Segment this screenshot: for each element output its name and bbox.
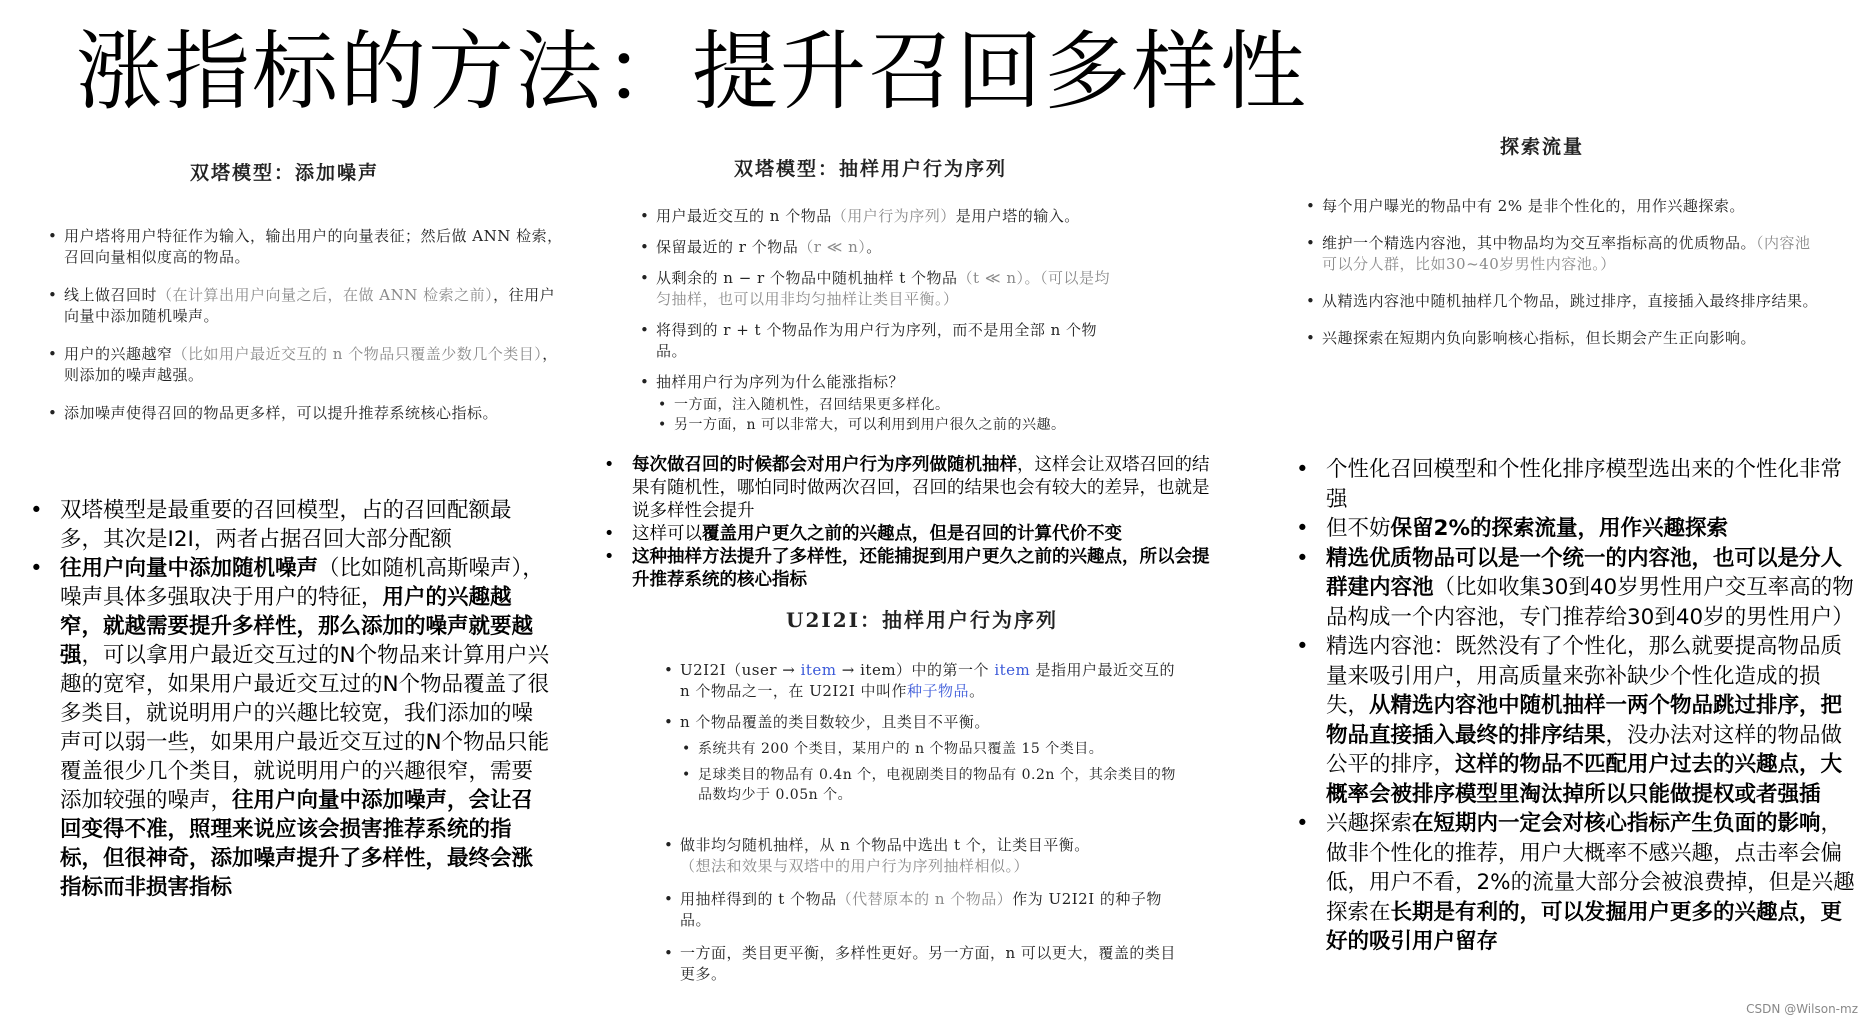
- list-item: • 这样可以覆盖用户更久之前的兴趣点，但是召回的计算代价不变: [604, 523, 1224, 546]
- list-item: • 用抽样得到的 t 个物品（代替原本的 n 个物品）作为 U2I2I 的种子物品。: [664, 889, 1184, 931]
- list-item: • 系统共有 200 个类目，某用户的 n 个物品只覆盖 15 个类目。: [664, 739, 1184, 759]
- list-item: • 每个用户曝光的物品中有 2% 是非个性化的，用作兴趣探索。: [1306, 196, 1826, 217]
- notes-middle: [604, 454, 1224, 592]
- list-item: • 足球类目的物品有 0.4n 个，电视剧类目的物品有 0.2n 个，其余类目的物品数均少于 0.05n 个。: [664, 765, 1184, 805]
- slide-add-noise: [40, 150, 600, 450]
- page-title: 涨指标的方法：提升召回多样性: [76, 22, 1308, 122]
- list-item: • 用户最近交互的 n 个物品（用户行为序列）是用户塔的输入。: [640, 206, 1110, 227]
- list-item: • 精选内容池：既然没有了个性化，那么就要提高物品质量来吸引用户，用高质量来弥补缺少个性化造成的损失，从精选内容池中随机抽样一两个物品跳过排序，把物品直接插入最终的排序结果，没办法对这样的物品做公平的排序，这样的物品不匹配用户过去的兴趣点，大概率会被排序模型里淘汰掉所以只能做提权或者强插: [1296, 632, 1862, 809]
- list-item: • 但不妨保留2%的探索流量，用作兴趣探索: [1296, 514, 1862, 544]
- list-item: • 一方面，注入随机性，召回结果更多样化。: [640, 395, 1110, 415]
- list-item: • 添加噪声使得召回的物品更多样，可以提升推荐系统核心指标。: [48, 403, 568, 424]
- slide-sample-sequence: [638, 150, 1128, 440]
- list-item: • n 个物品覆盖的类目数较少，且类目不平衡。: [664, 712, 1184, 733]
- list-item: • 精选优质物品可以是一个统一的内容池，也可以是分人群建内容池（比如收集30到40岁男性用户交互率高的物品构成一个内容池，专门推荐给30到40岁的男性用户）: [1296, 544, 1862, 633]
- slide-heading: 双塔模型：添加噪声: [190, 162, 380, 184]
- list-item: • 线上做召回时（在计算出用户向量之后，在做 ANN 检索之前），往用户向量中添加随机噪声。: [48, 285, 568, 327]
- list-item: • 抽样用户行为序列为什么能涨指标？: [640, 372, 1110, 393]
- slide-heading: 探索流量: [1500, 136, 1585, 158]
- list-item: • 兴趣探索在短期内负向影响核心指标，但长期会产生正向影响。: [1306, 328, 1826, 349]
- list-item: • 用户塔将用户特征作为输入，输出用户的向量表征；然后做 ANN 检索，召回向量相似度高的物品。: [48, 226, 568, 268]
- list-item: • 用户的兴趣越窄（比如用户最近交互的 n 个物品只覆盖少数几个类目），则添加的噪声越强。: [48, 344, 568, 386]
- notes-right: [1296, 455, 1862, 957]
- notes-left: [30, 496, 550, 902]
- list-item: • 从剩余的 n − r 个物品中随机抽样 t 个物品（t ≪ n）。（可以是均匀抽样，也可以用非均匀抽样让类目平衡。）: [640, 268, 1110, 310]
- list-item: • 保留最近的 r 个物品（r ≪ n）。: [640, 237, 1110, 258]
- list-item: • 维护一个精选内容池，其中物品均为交互率指标高的优质物品。（内容池可以分人群，比如30~40岁男性内容池。）: [1306, 233, 1826, 275]
- slide-heading: 双塔模型：抽样用户行为序列: [734, 158, 1008, 180]
- watermark: CSDN @Wilson-mz: [1746, 1002, 1858, 1016]
- list-item: • 从精选内容池中随机抽样几个物品，跳过排序，直接插入最终排序结果。: [1306, 291, 1826, 312]
- list-item: • 往用户向量中添加随机噪声（比如随机高斯噪声），噪声具体多强取决于用户的特征，用户的兴趣越窄，就越需要提升多样性，那么添加的噪声就要越强，可以拿用户最近交互过的N个物品来计算用户兴趣的宽窄，如果用户最近交互过的N个物品覆盖了很多类目，就说明用户的兴趣比较宽，我们添加的噪声可以弱一些，如果用户最近交互过的N个物品只能覆盖很少几个类目，就说明用户的兴趣很窄，需要添加较强的噪声，往用户向量中添加噪声，会让召回变得不准，照理来说应该会损害推荐系统的指标，但很神奇，添加噪声提升了多样性，最终会涨指标而非损害指标: [30, 554, 550, 902]
- list-item: • 兴趣探索在短期内一定会对核心指标产生负面的影响，做非个性化的推荐，用户大概率不感兴趣，点击率会偏低，用户不看，2%的流量大部分会被浪费掉，但是兴趣探索在长期是有利的，可以发掘用户更多的兴趣点，更好的吸引用户留存: [1296, 809, 1862, 957]
- slide-explore-traffic: [1300, 128, 1860, 408]
- list-item: • 做非均匀随机抽样，从 n 个物品中选出 t 个，让类目平衡。 （想法和效果与双塔中的用户行为序列抽样相似。）: [664, 835, 1184, 877]
- list-item: • 将得到的 r + t 个物品作为用户行为序列，而不是用全部 n 个物品。: [640, 320, 1110, 362]
- list-item: • 这种抽样方法提升了多样性，还能捕捉到用户更久之前的兴趣点，所以会提升推荐系统的核心指标: [604, 546, 1224, 592]
- list-item: • 每次做召回的时候都会对用户行为序列做随机抽样，这样会让双塔召回的结果有随机性，哪怕同时做两次召回，召回的结果也会有较大的差异，也就是说多样性会提升: [604, 454, 1224, 523]
- list-item: • 双塔模型是最重要的召回模型，占的召回配额最多，其次是I2I，两者占据召回大部分配额: [30, 496, 550, 554]
- list-item: • 一方面，类目更平衡，多样性更好。另一方面，n 可以更大，覆盖的类目更多。: [664, 943, 1184, 985]
- slide-u2i2i: [660, 600, 1200, 1005]
- list-item: • 个性化召回模型和个性化排序模型选出来的个性化非常强: [1296, 455, 1862, 514]
- slide-heading: U2I2I：抽样用户行为序列: [786, 608, 1058, 632]
- list-item: • U2I2I（user → item → item）中的第一个 item 是指用户最近交互的 n 个物品之一，在 U2I2I 中叫作种子物品。: [664, 660, 1184, 702]
- list-item: • 另一方面，n 可以非常大，可以利用到用户很久之前的兴趣。: [640, 415, 1110, 435]
